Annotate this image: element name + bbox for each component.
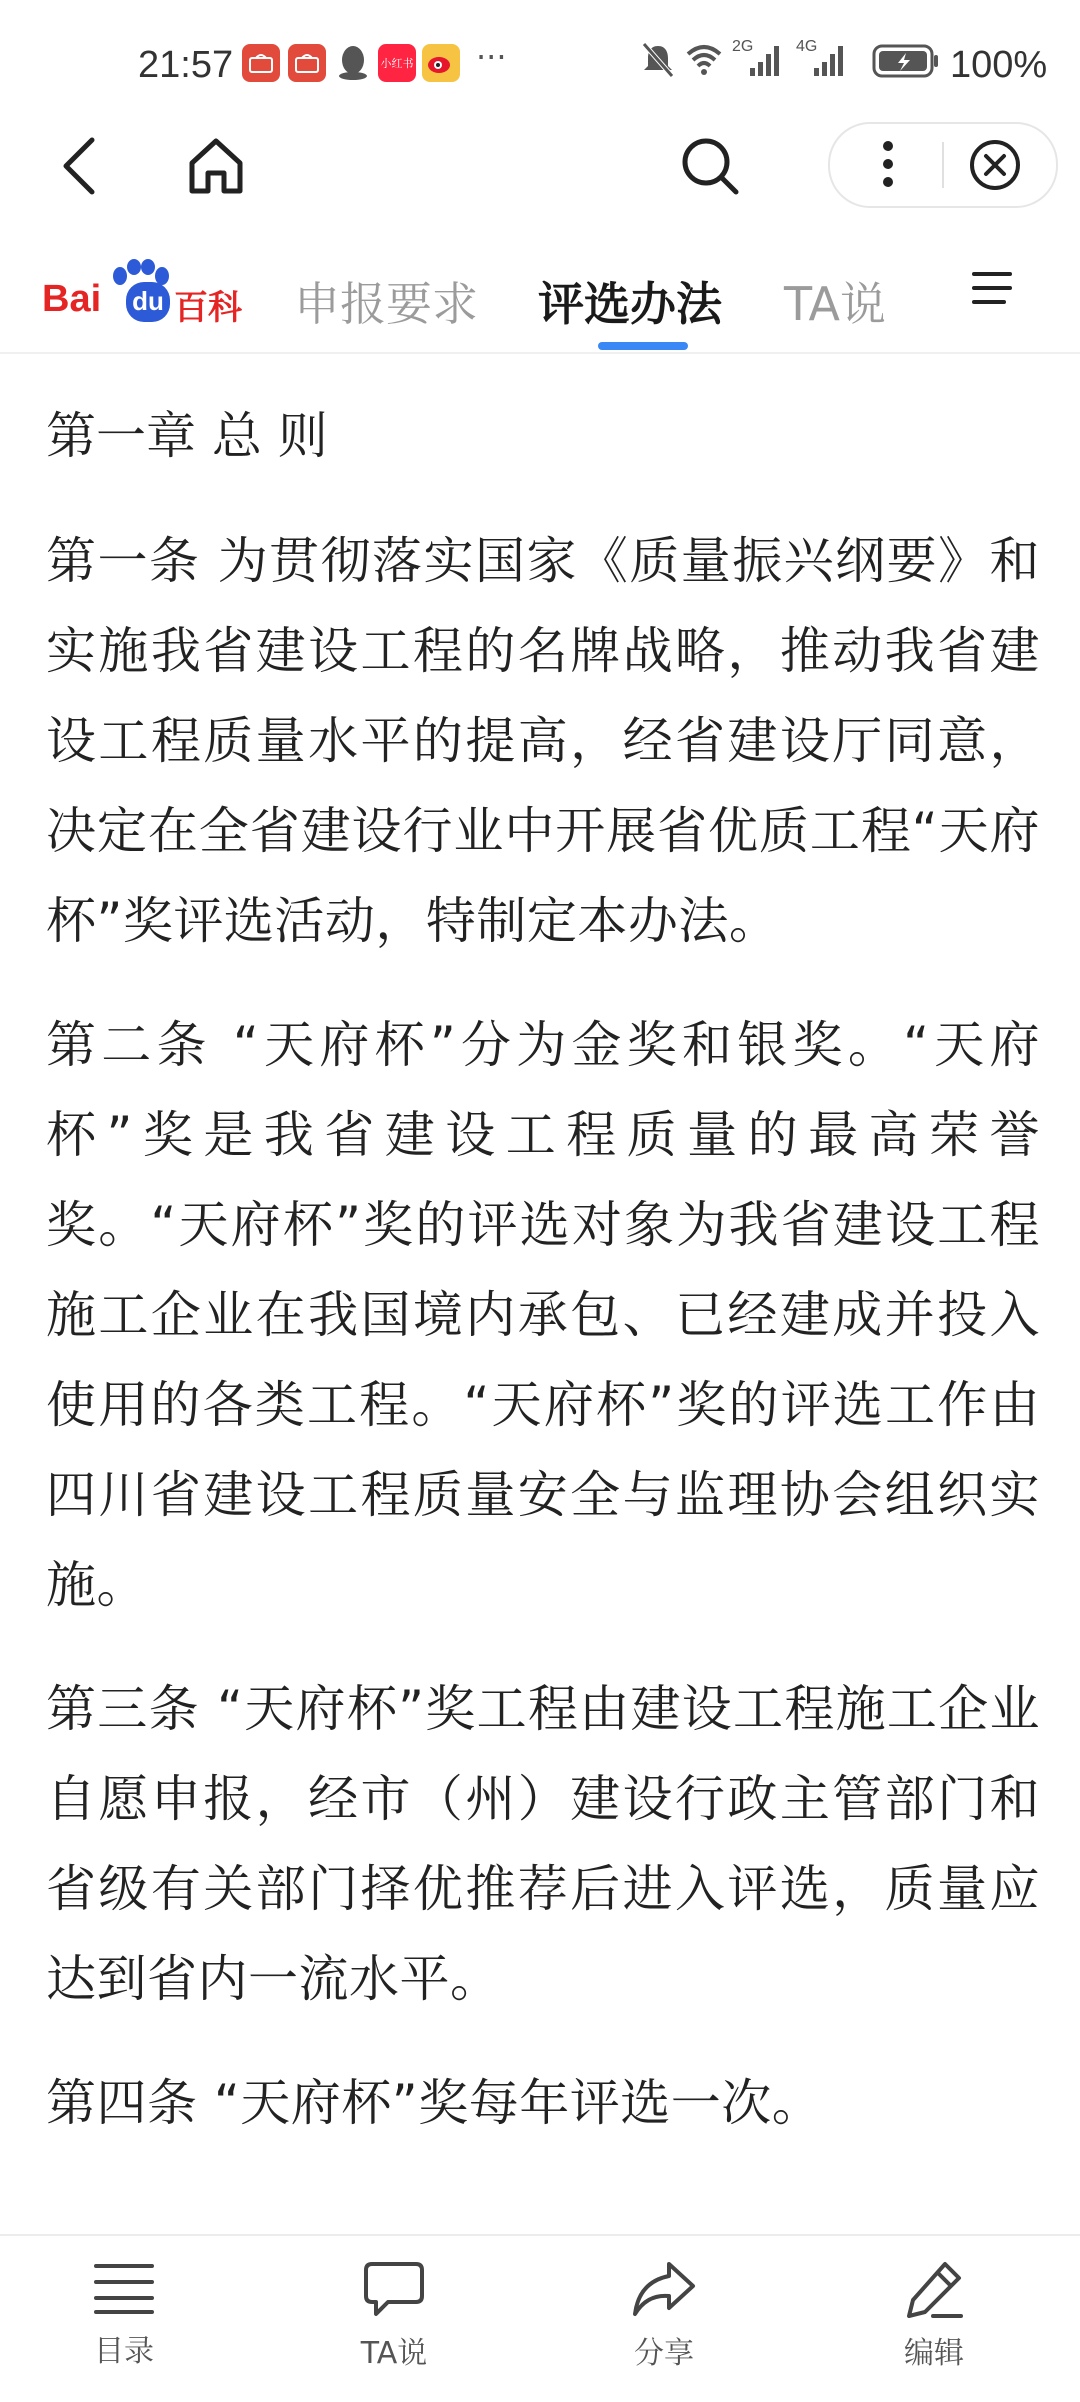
more-notifications: ··· — [476, 38, 507, 76]
logo-text-bai: Bai — [42, 278, 102, 320]
back-button[interactable] — [40, 128, 116, 204]
back-arrow-icon — [58, 136, 98, 196]
signal-icon — [812, 40, 848, 80]
tab-application-requirements[interactable]: 申报要求 — [294, 277, 478, 331]
weibo-icon — [422, 44, 460, 82]
battery-charging-icon — [872, 44, 940, 78]
article-paragraph: 第四条 “天府杯”奖每年评选一次。 — [46, 2074, 823, 2132]
toc-label: 目录 — [94, 2334, 154, 2369]
ta-says-button[interactable] — [314, 2260, 474, 2380]
more-menu-button[interactable] — [860, 136, 916, 192]
toc-button[interactable] — [44, 2260, 204, 2380]
logo-text-baike: 百科 — [174, 288, 242, 328]
signal-2g-label: 2G — [732, 38, 754, 55]
tab-evaluation-method[interactable]: 评选办法 — [538, 277, 722, 331]
tab-ta-says[interactable]: TA说 — [784, 277, 886, 331]
more-vertical-icon — [882, 140, 894, 188]
chapter-heading: 第一章 总 则 — [46, 407, 328, 465]
article-content — [46, 400, 1040, 2182]
status-time: 21:57 — [138, 44, 234, 86]
xiaohongshu-icon: 小红书 — [378, 44, 416, 82]
menu-icon — [970, 268, 1014, 308]
close-button[interactable] — [966, 136, 1024, 194]
huawei-store-icon — [242, 44, 280, 82]
signal-icon — [748, 40, 784, 80]
logo-text-du: du — [126, 282, 170, 322]
article-paragraph: 第一条 为贯彻落实国家《质量振兴纲要》和实施我省建设工程的名牌战略，推动我省建设工程质量水平的提高，经省建设厅同意，决定在全省建设行业中开展省优质工程“天府杯”奖评选活动，特制定本办法。 — [46, 532, 1040, 950]
home-button[interactable] — [178, 128, 254, 204]
share-label: 分享 — [634, 2336, 694, 2371]
article-paragraph: 第三条 “天府杯”奖工程由建设工程施工企业自愿申报，经市（州）建设行政主管部门和省级有关部门择优推荐后进入评选，质量应达到省内一流水平。 — [46, 1680, 1040, 2008]
chat-bubble-icon — [362, 2260, 426, 2318]
close-circle-icon — [968, 138, 1022, 192]
article-paragraph: 第二条 “天府杯”分为金奖和银奖。“天府杯”奖是我省建设工程质量的最高荣誉奖。“天府杯”奖的评选对象为我省建设工程施工企业在我国境内承包、已经建成并投入使用的各类工程。“天府杯”奖的评选工作由四川省建设工程质量安全与监理协会组织实施。 — [46, 1016, 1040, 1614]
edit-icon — [903, 2260, 965, 2318]
status-bar — [0, 0, 1080, 130]
active-tab-indicator — [598, 342, 688, 350]
share-icon — [631, 2260, 697, 2318]
battery-level: 100% — [950, 44, 1048, 86]
huawei-store-icon — [288, 44, 326, 82]
search-button[interactable] — [672, 128, 748, 204]
mute-bell-icon — [640, 40, 676, 80]
mini-program-capsule — [828, 122, 1058, 208]
capsule-divider — [942, 142, 944, 188]
qq-icon — [334, 44, 372, 82]
ta-says-label: TA说 — [360, 2336, 428, 2371]
signal-4g-label: 4G — [796, 38, 818, 55]
edit-label: 编辑 — [904, 2336, 964, 2371]
share-button[interactable] — [584, 2260, 744, 2380]
search-icon — [679, 135, 741, 197]
baidu-baike-logo[interactable] — [42, 258, 242, 328]
home-icon — [186, 137, 246, 195]
edit-button[interactable] — [854, 2260, 1014, 2380]
bottom-toolbar — [0, 2234, 1080, 2402]
list-icon — [92, 2260, 156, 2316]
wifi-icon — [684, 40, 724, 80]
tabs-menu-button[interactable] — [970, 268, 1026, 324]
